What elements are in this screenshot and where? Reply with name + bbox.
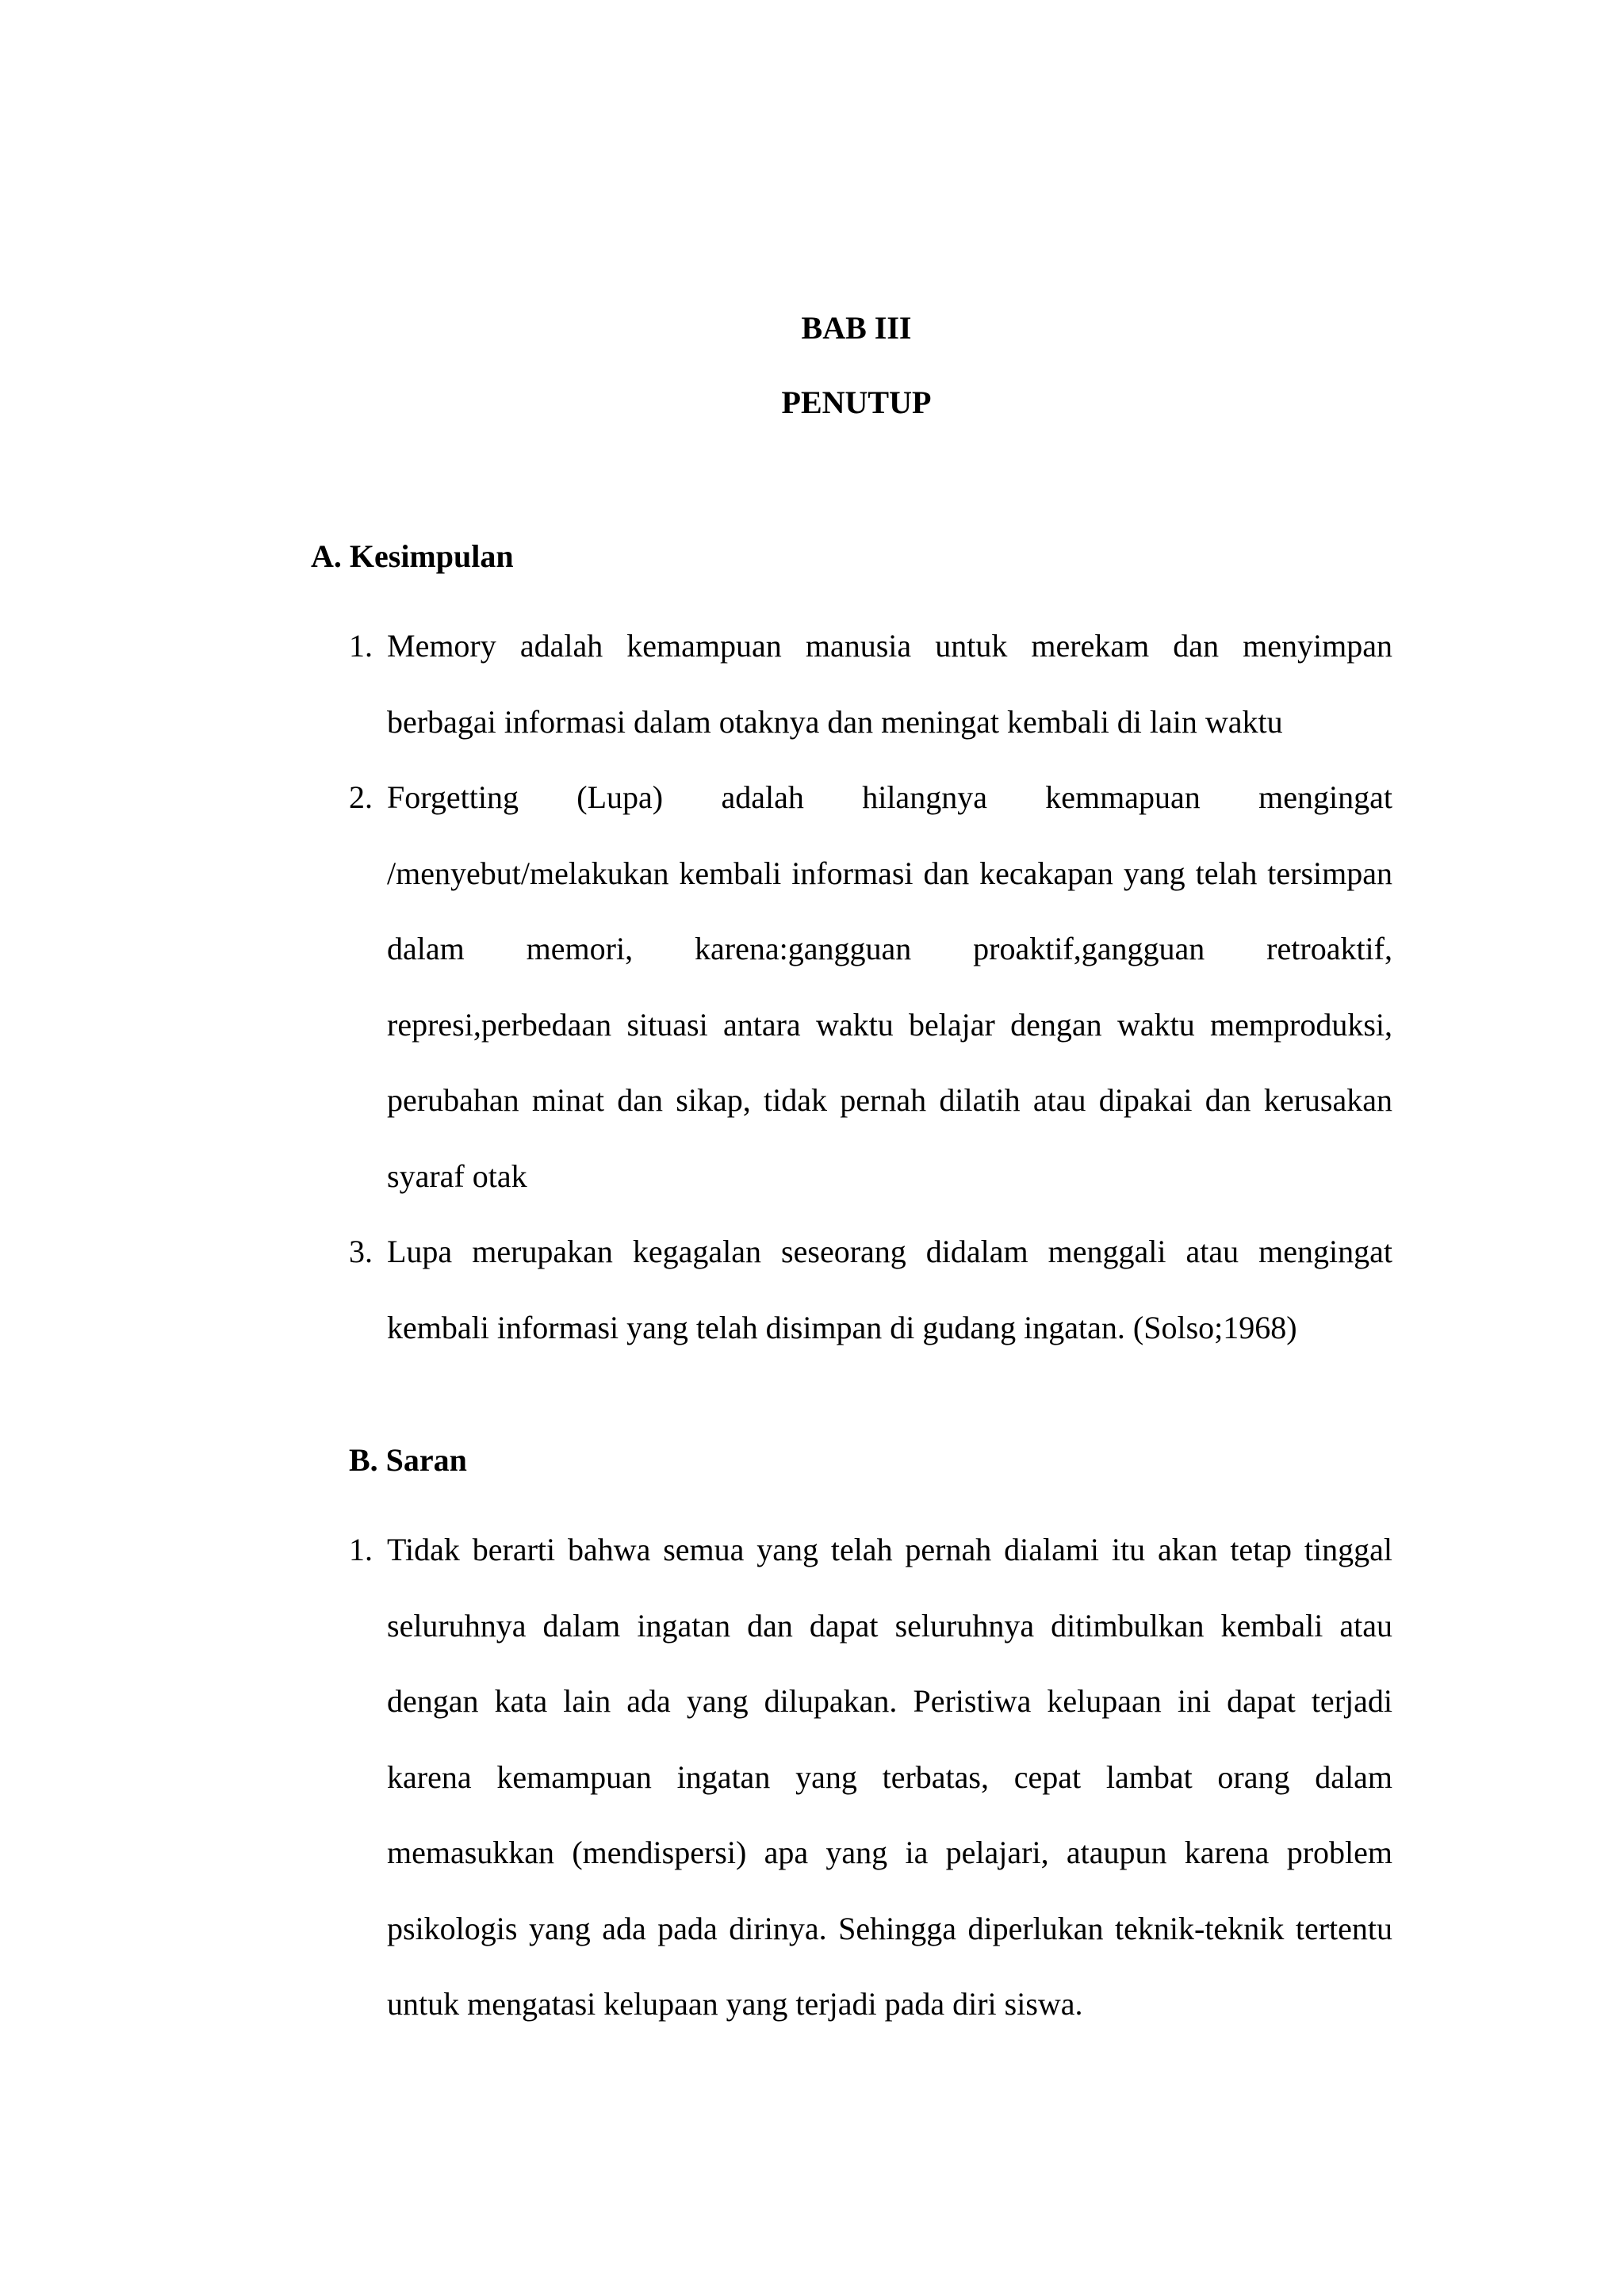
list-item-number: 2. [349, 779, 373, 815]
list-item-text: Tidak berarti bahwa semua yang telah pernah dialami itu akan tetap tinggal seluruhnya dalam ingatan dan dapat seluruhnya ditimbulkan kembali atau dengan kata lain ada yang dilupakan. Peristiwa kelupaan ini dapat terjadi karena kemampuan ingatan yang terbatas, cepat lambat orang dalam memasukkan (mendispersi) apa yang ia pelajari, ataupun karena problem psikologis yang ada pada dirinya. Sehingga diperlukan teknik-teknik tertentu untuk mengatasi kelupaan yang terjadi pada diri siswa. [387, 1532, 1392, 2022]
list-item [349, 760, 1392, 1214]
list-item-number: 1. [349, 1532, 373, 1567]
saran-list [349, 1512, 1392, 2042]
chapter-title: BAB III [801, 310, 912, 346]
list-item-text: Lupa merupakan kegagalan seseorang didalam menggali atau mengingat kembali informasi yang telah disimpan di gudang ingatan. (Solso;1968) [387, 1234, 1392, 1345]
section-heading-kesimpulan: A. Kesimpulan [311, 538, 514, 574]
list-item-text: Forgetting (Lupa) adalah hilangnya kemmapuan mengingat /menyebut/melakukan kembali informasi dan kecakapan yang telah tersimpan dalam memori, karena:gangguan proaktif,gangguan retroaktif, represi,perbedaan situasi antara waktu belajar dengan waktu memproduksi, perubahan minat dan sikap, tidak pernah dilatih atau dipakai dan kerusakan syaraf otak [387, 779, 1392, 1194]
list-item-text: Memory adalah kemampuan manusia untuk merekam dan menyimpan berbagai informasi dalam otaknya dan meningat kembali di lain waktu [387, 628, 1392, 740]
section-heading-saran: B. Saran [349, 1442, 467, 1478]
kesimpulan-list [349, 608, 1392, 1365]
list-item-number: 1. [349, 628, 373, 664]
chapter-subtitle: PENUTUP [781, 385, 932, 420]
list-item [349, 1512, 1392, 2042]
list-item [349, 1214, 1392, 1365]
list-item-number: 3. [349, 1234, 373, 1269]
list-item [349, 608, 1392, 760]
